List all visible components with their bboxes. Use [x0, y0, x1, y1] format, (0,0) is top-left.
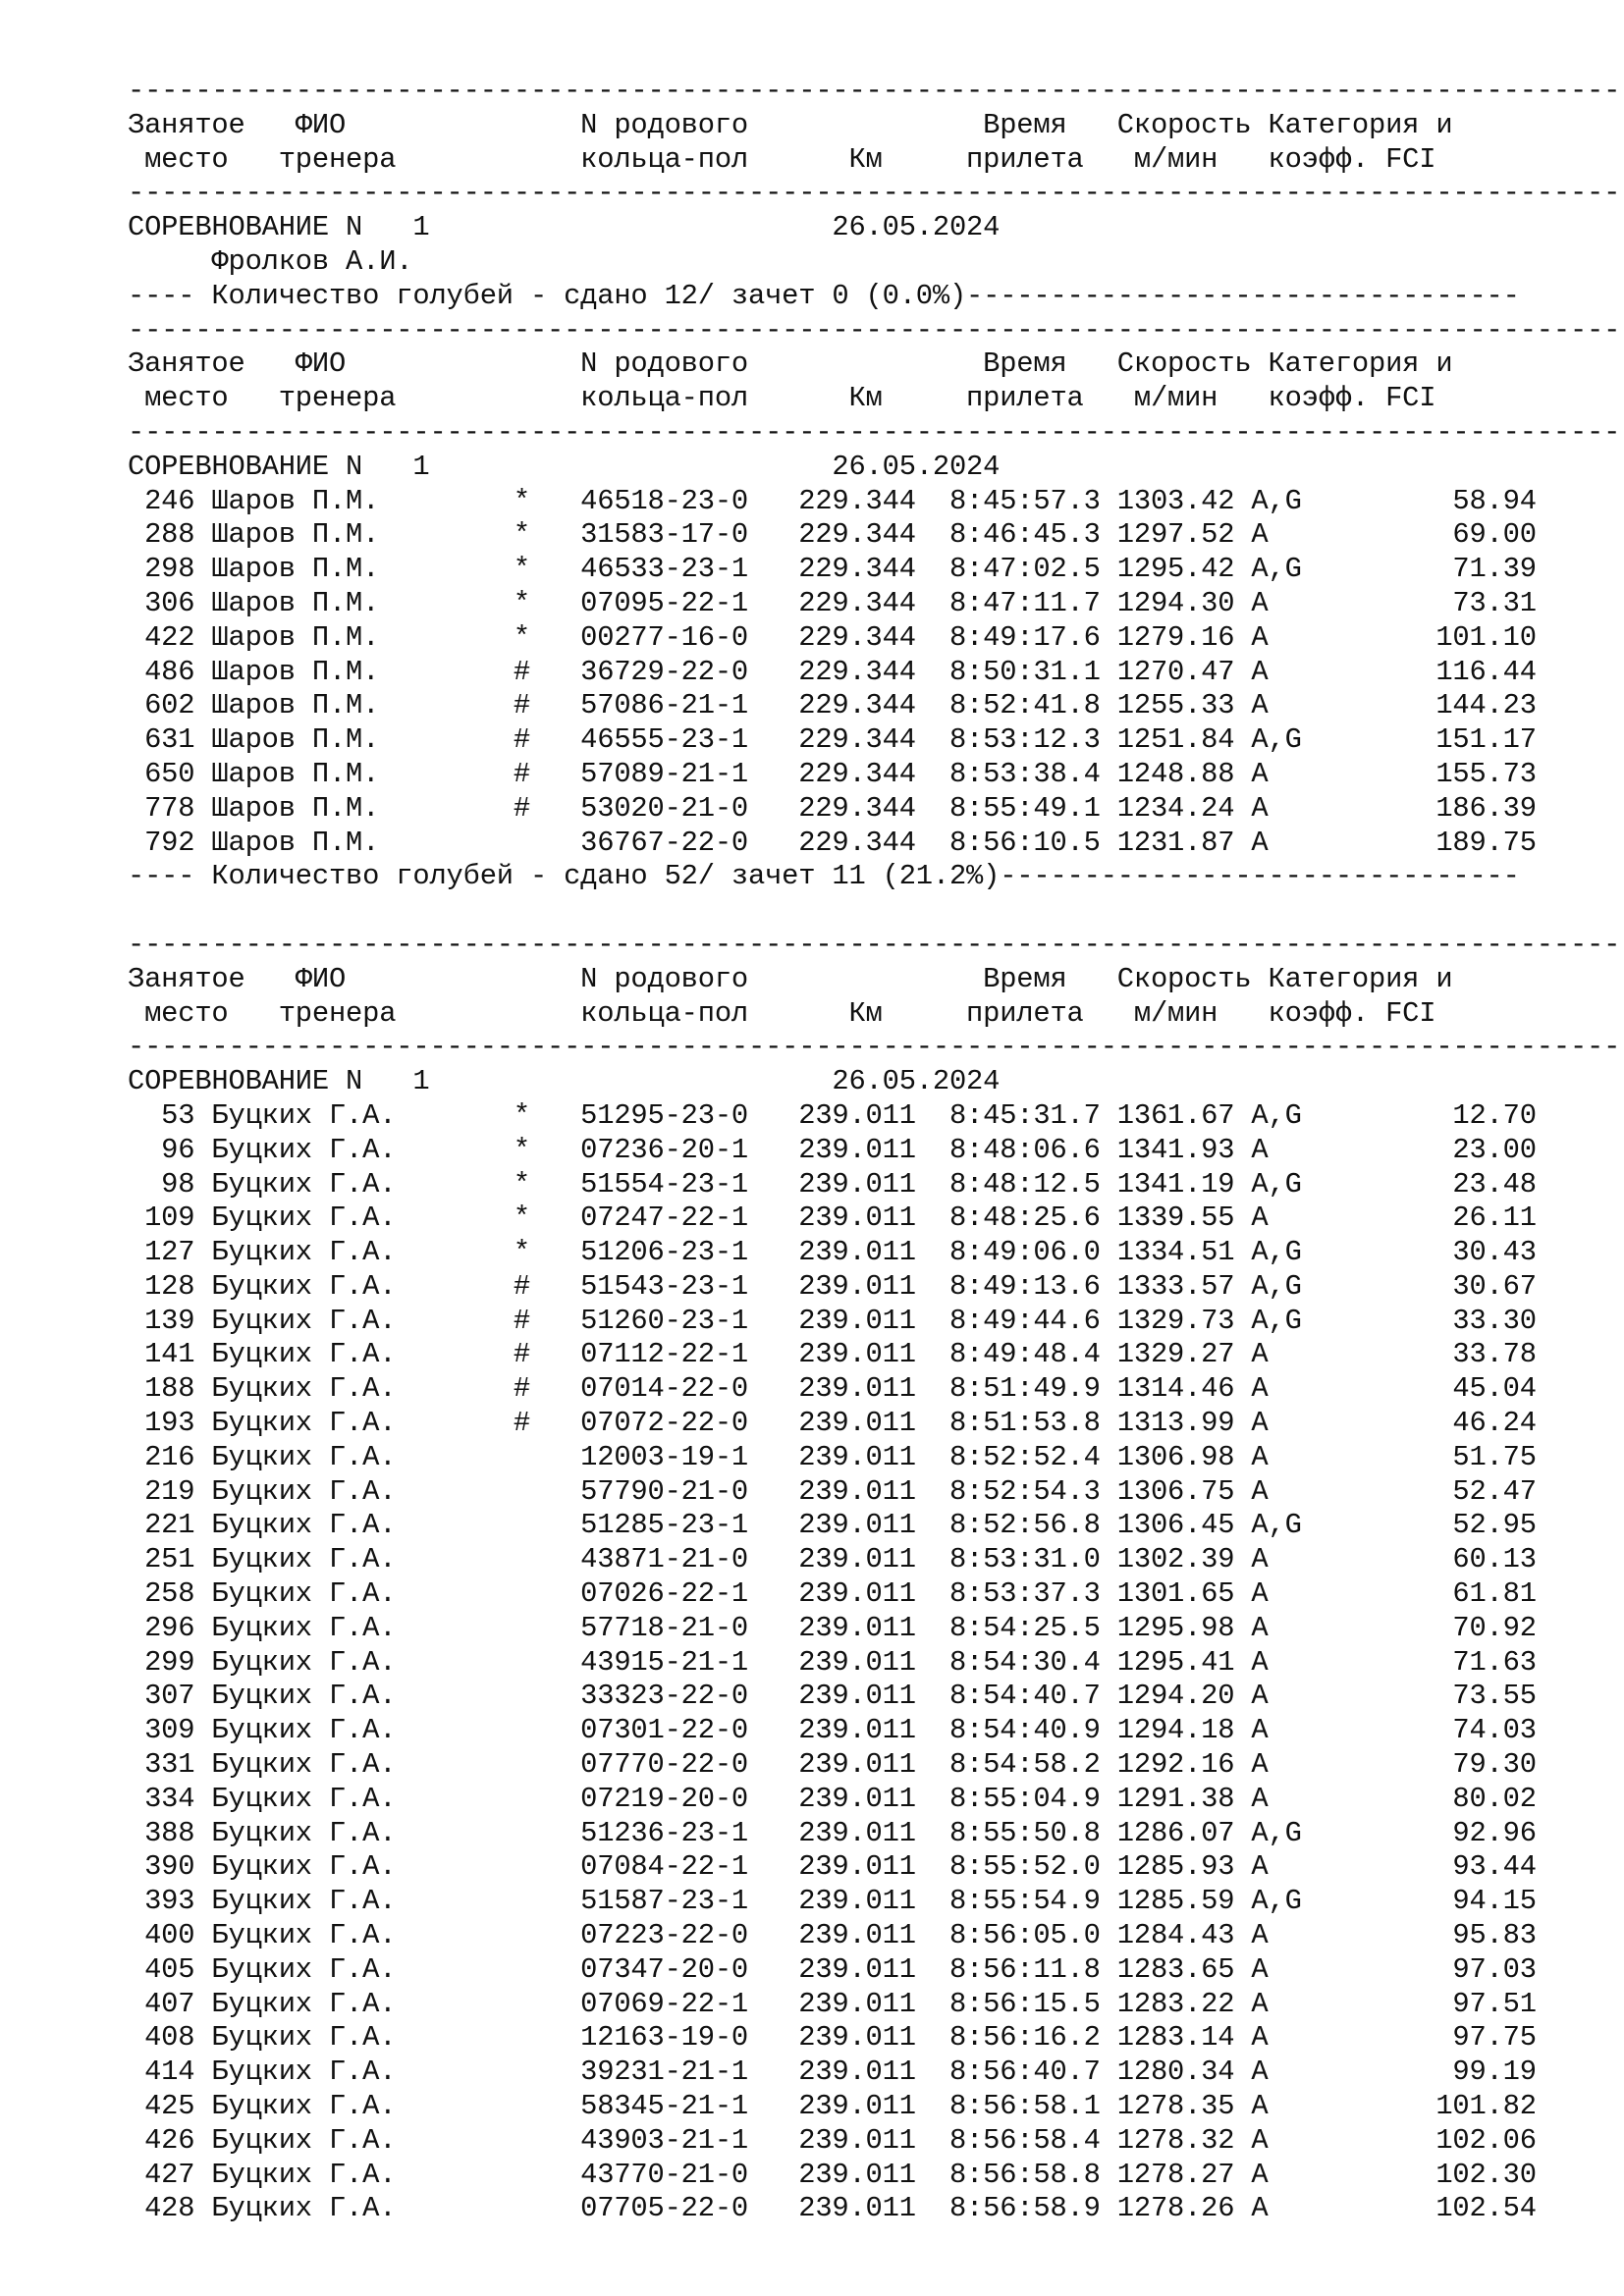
result-row: 393 Буцких Г.А. 51587-23-1 239.011 8:55:54.9 1285.59 A,G 94.15 [128, 1885, 1537, 1918]
result-row: 778 Шаров П.М. # 53020-21-0 229.344 8:55:49.1 1234.24 A 186.39 [128, 791, 1537, 825]
result-row: 309 Буцких Г.А. 07301-22-0 239.011 8:54:40.9 1294.18 A 74.03 [128, 1714, 1537, 1747]
result-row: 188 Буцких Г.А. # 07014-22-0 239.011 8:51:49.9 1314.46 A 45.04 [128, 1372, 1537, 1406]
separator-line: ----------------------------------------------------------------------------------------- [128, 1031, 1621, 1064]
column-header-line-1: Занятое ФИО N родового Время Скорость Категория и [128, 962, 1453, 995]
result-row: 407 Буцких Г.А. 07069-22-1 239.011 8:56:15.5 1283.22 A 97.51 [128, 1987, 1537, 2020]
column-header-line-1: Занятое ФИО N родового Время Скорость Категория и [128, 108, 1453, 141]
column-header-line-2: место тренера кольца-пол Км прилета м/мин коэфф. FCI [128, 142, 1436, 176]
result-row: 388 Буцких Г.А. 51236-23-1 239.011 8:55:50.8 1286.07 A,G 92.96 [128, 1816, 1537, 1849]
separator-line: ----------------------------------------------------------------------------------------- [128, 928, 1621, 961]
column-header-line-2: место тренера кольца-пол Км прилета м/мин коэфф. FCI [128, 382, 1436, 415]
result-row: 422 Шаров П.М. * 00277-16-0 229.344 8:49:17.6 1279.16 A 101.10 [128, 620, 1537, 654]
summary-line: ---- Количество голубей - сдано 52/ зачет 11 (21.2%)------------------------------- [128, 860, 1520, 893]
result-row: 109 Буцких Г.А. * 07247-22-1 239.011 8:48:25.6 1339.55 A 26.11 [128, 1201, 1537, 1235]
result-row: 288 Шаров П.М. * 31583-17-0 229.344 8:46:45.3 1297.52 A 69.00 [128, 518, 1537, 552]
separator-line: ----------------------------------------------------------------------------------------- [128, 75, 1621, 107]
result-row: 334 Буцких Г.А. 07219-20-0 239.011 8:55:04.9 1291.38 A 80.02 [128, 1782, 1537, 1815]
column-header-line-1: Занятое ФИО N родового Время Скорость Категория и [128, 347, 1453, 381]
result-row: 299 Буцких Г.А. 43915-21-1 239.011 8:54:30.4 1295.41 A 71.63 [128, 1645, 1537, 1679]
separator-line: ----------------------------------------------------------------------------------------- [128, 177, 1621, 210]
section-sharov [128, 313, 1621, 895]
result-row: 486 Шаров П.М. # 36729-22-0 229.344 8:50:31.1 1270.47 A 116.44 [128, 655, 1537, 688]
trainer-name-line: Фролков А.И. [128, 244, 413, 278]
result-row: 98 Буцких Г.А. * 51554-23-1 239.011 8:48:12.5 1341.19 A,G 23.48 [128, 1167, 1537, 1201]
competition-line: СОРЕВНОВАНИЕ N 1 26.05.2024 [128, 1065, 1001, 1098]
result-row: 331 Буцких Г.А. 07770-22-0 239.011 8:54:58.2 1292.16 A 79.30 [128, 1748, 1537, 1782]
result-row: 219 Буцких Г.А. 57790-21-0 239.011 8:52:54.3 1306.75 A 52.47 [128, 1474, 1537, 1508]
result-row: 221 Буцких Г.А. 51285-23-1 239.011 8:52:56.8 1306.45 A,G 52.95 [128, 1509, 1537, 1542]
result-row: 428 Буцких Г.А. 07705-22-0 239.011 8:56:58.9 1278.26 A 102.54 [128, 2192, 1537, 2225]
result-row: 306 Шаров П.М. * 07095-22-1 229.344 8:47:11.7 1294.30 A 73.31 [128, 586, 1537, 619]
result-row: 96 Буцких Г.А. * 07236-20-1 239.011 8:48:06.6 1341.93 A 23.00 [128, 1133, 1537, 1166]
result-row: 650 Шаров П.М. # 57089-21-1 229.344 8:53:38.4 1248.88 A 155.73 [128, 757, 1537, 790]
result-row: 425 Буцких Г.А. 58345-21-1 239.011 8:56:58.1 1278.35 A 101.82 [128, 2090, 1537, 2123]
result-row: 405 Буцких Г.А. 07347-20-0 239.011 8:56:11.8 1283.65 A 97.03 [128, 1952, 1537, 1986]
competition-line: СОРЕВНОВАНИЕ N 1 26.05.2024 [128, 211, 1001, 244]
result-row: 246 Шаров П.М. * 46518-23-0 229.344 8:45:57.3 1303.42 A,G 58.94 [128, 484, 1537, 517]
result-row: 251 Буцких Г.А. 43871-21-0 239.011 8:53:31.0 1302.39 A 60.13 [128, 1543, 1537, 1576]
section-frolkov [128, 75, 1621, 314]
result-row: 139 Буцких Г.А. # 51260-23-1 239.011 8:49:44.6 1329.73 A,G 33.30 [128, 1304, 1537, 1337]
results-table-butskikh [128, 1099, 1600, 2226]
blank-gap [128, 894, 1600, 929]
result-row: 426 Буцких Г.А. 43903-21-1 239.011 8:56:58.4 1278.32 A 102.06 [128, 2123, 1537, 2157]
result-row: 792 Шаров П.М. 36767-22-0 229.344 8:56:10.5 1231.87 A 189.75 [128, 826, 1537, 859]
result-row: 602 Шаров П.М. # 57086-21-1 229.344 8:52:41.8 1255.33 A 144.23 [128, 689, 1537, 722]
result-row: 258 Буцких Г.А. 07026-22-1 239.011 8:53:37.3 1301.65 A 61.81 [128, 1577, 1537, 1611]
result-row: 298 Шаров П.М. * 46533-23-1 229.344 8:47:02.5 1295.42 A,G 71.39 [128, 553, 1537, 586]
result-row: 307 Буцких Г.А. 33323-22-0 239.011 8:54:40.7 1294.20 A 73.55 [128, 1680, 1537, 1713]
result-row: 414 Буцких Г.А. 39231-21-1 239.011 8:56:40.7 1280.34 A 99.19 [128, 2056, 1537, 2089]
result-row: 408 Буцких Г.А. 12163-19-0 239.011 8:56:16.2 1283.14 A 97.75 [128, 2021, 1537, 2055]
result-row: 216 Буцких Г.А. 12003-19-1 239.011 8:52:52.4 1306.98 A 51.75 [128, 1440, 1537, 1473]
result-row: 390 Буцких Г.А. 07084-22-1 239.011 8:55:52.0 1285.93 A 93.44 [128, 1850, 1537, 1884]
result-row: 141 Буцких Г.А. # 07112-22-1 239.011 8:49:48.4 1329.27 A 33.78 [128, 1338, 1537, 1371]
summary-line: ---- Количество голубей - сдано 12/ зачет 0 (0.0%)--------------------------------- [128, 279, 1520, 312]
section-butskikh [128, 928, 1621, 2226]
result-row: 127 Буцких Г.А. * 51206-23-1 239.011 8:49:06.0 1334.51 A,G 30.43 [128, 1236, 1537, 1269]
result-row: 631 Шаров П.М. # 46555-23-1 229.344 8:53:12.3 1251.84 A,G 151.17 [128, 723, 1537, 757]
result-row: 296 Буцких Г.А. 57718-21-0 239.011 8:54:25.5 1295.98 A 70.92 [128, 1611, 1537, 1644]
result-row: 53 Буцких Г.А. * 51295-23-0 239.011 8:45:31.7 1361.67 A,G 12.70 [128, 1098, 1537, 1132]
result-row: 427 Буцких Г.А. 43770-21-0 239.011 8:56:58.8 1278.27 A 102.30 [128, 2158, 1537, 2191]
column-header-line-2: место тренера кольца-пол Км прилета м/мин коэфф. FCI [128, 996, 1436, 1030]
result-row: 193 Буцких Г.А. # 07072-22-0 239.011 8:51:53.8 1313.99 A 46.24 [128, 1407, 1537, 1440]
competition-line: СОРЕВНОВАНИЕ N 1 26.05.2024 [128, 450, 1001, 483]
results-printout [128, 75, 1621, 2226]
result-row: 128 Буцких Г.А. # 51543-23-1 239.011 8:49:13.6 1333.57 A,G 30.67 [128, 1269, 1537, 1303]
result-row: 400 Буцких Г.А. 07223-22-0 239.011 8:56:05.0 1284.43 A 95.83 [128, 1919, 1537, 1952]
separator-line: ----------------------------------------------------------------------------------------- [128, 313, 1621, 347]
results-table-sharov [128, 485, 1600, 861]
separator-line: ----------------------------------------------------------------------------------------- [128, 415, 1621, 449]
